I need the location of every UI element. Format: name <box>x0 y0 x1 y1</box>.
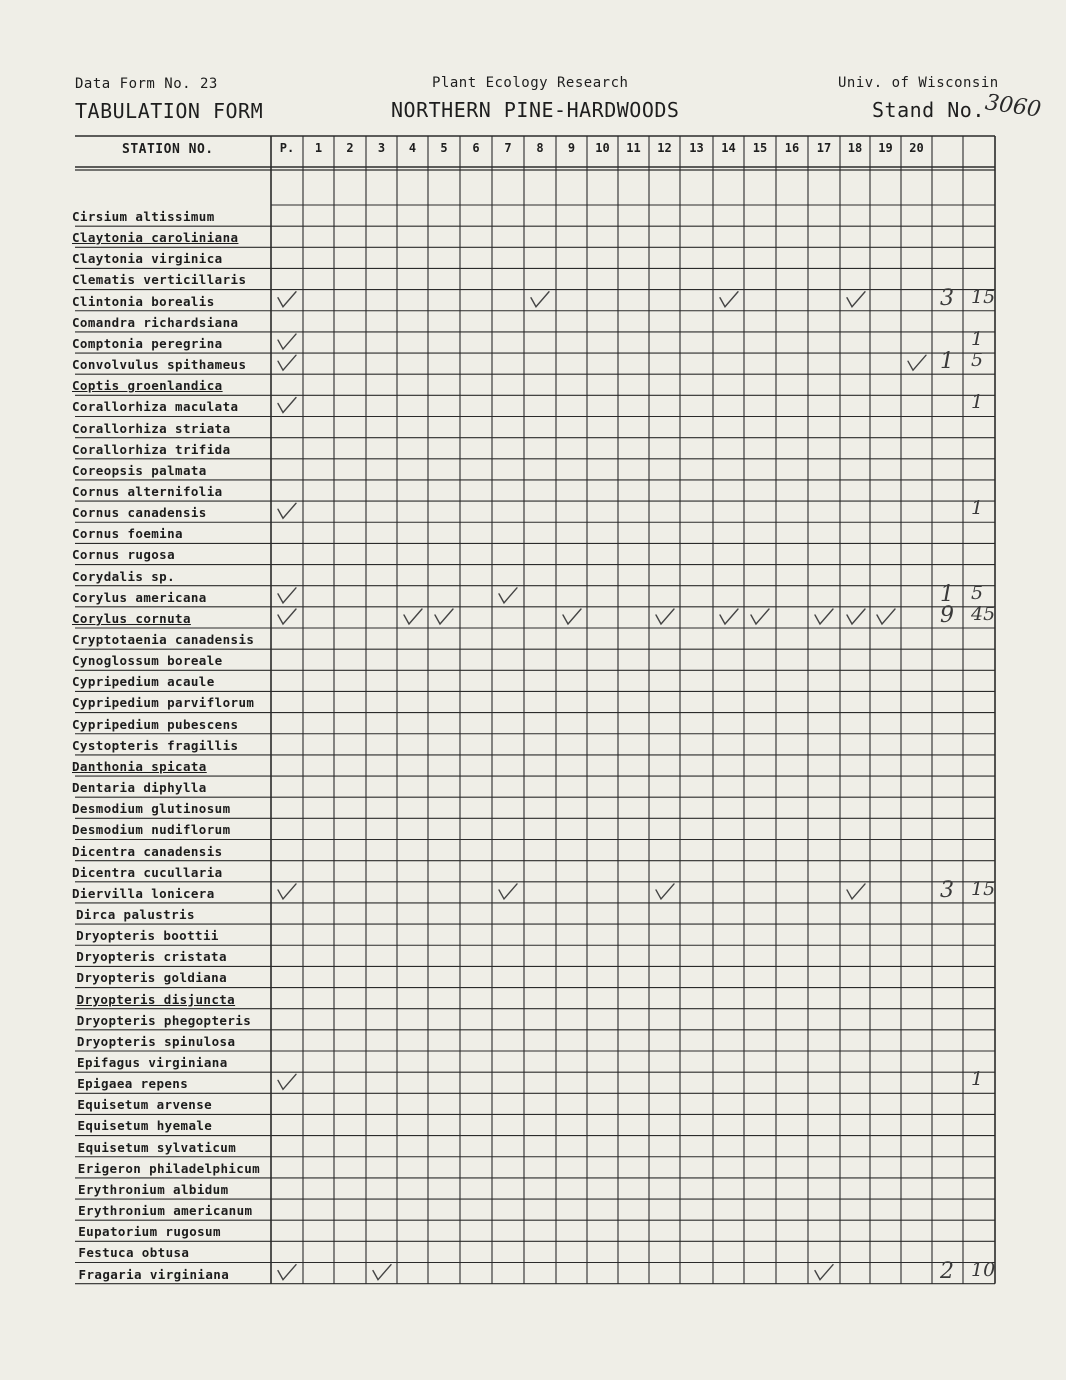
species-name: Dryopteris boottii <box>76 928 219 944</box>
species-name: Erythronium albidum <box>77 1181 229 1197</box>
station-count: 2 <box>940 1258 954 1284</box>
check-mark <box>499 884 517 899</box>
species-name: Claytonia virginica <box>72 251 223 267</box>
column-header: 16 <box>784 141 800 155</box>
species-name: Comandra richardsiana <box>72 314 239 330</box>
check-mark <box>278 1074 296 1089</box>
check-mark <box>720 292 738 307</box>
station-count: 1 <box>940 349 954 375</box>
column-header: 20 <box>909 141 924 155</box>
species-name: Desmodium glutinosum <box>72 801 231 817</box>
species-name: Dentaria diphylla <box>72 780 207 796</box>
column-header: 12 <box>657 141 672 155</box>
column-header: 15 <box>752 141 768 155</box>
check-mark <box>278 503 296 518</box>
column-header: 6 <box>472 141 480 155</box>
check-mark <box>278 609 296 624</box>
check-mark <box>404 609 422 624</box>
stand-number-handwritten: 3060 <box>983 90 1043 123</box>
check-mark <box>720 609 738 624</box>
species-name: Dicentra cucullaria <box>72 864 223 880</box>
check-mark <box>531 292 549 307</box>
species-name: Equisetum hyemale <box>77 1118 213 1134</box>
column-header: 13 <box>689 141 704 155</box>
check-mark <box>877 609 895 624</box>
column-header: P. <box>279 141 295 155</box>
check-mark <box>815 609 833 624</box>
species-name: Erigeron philadelphicum <box>77 1160 261 1176</box>
species-name: Cypripedium acaule <box>72 674 215 690</box>
species-name: Erythronium americanum <box>78 1203 253 1219</box>
frequency-value: 1 <box>971 1068 984 1091</box>
species-name: Cirsium altissimum <box>72 209 215 224</box>
check-mark <box>563 609 581 624</box>
species-name: Corallorhiza trifida <box>72 441 231 457</box>
species-name: Fragaria virginiana <box>78 1266 230 1282</box>
species-name: Cornus canadensis <box>72 505 207 521</box>
species-name: Equisetum sylvaticum <box>77 1139 237 1155</box>
species-name: Clintonia borealis <box>72 293 215 309</box>
station-count: 3 <box>940 877 954 903</box>
frequency-value: 1 <box>971 497 984 520</box>
species-name: Dryopteris disjuncta <box>76 991 236 1007</box>
species-name: Dirca palustris <box>76 906 195 922</box>
check-mark <box>656 609 674 624</box>
station-number-header: STATION NO. <box>122 142 214 157</box>
check-mark <box>435 609 453 624</box>
frequency-value: 1 <box>971 391 984 414</box>
column-header: 1 <box>314 141 323 155</box>
frequency-value: 10 <box>971 1258 996 1281</box>
column-header: 5 <box>440 141 448 155</box>
check-mark <box>278 1265 296 1280</box>
species-name: Cryptotaenia canadensis <box>72 632 255 647</box>
species-name: Dryopteris spinulosa <box>76 1033 236 1049</box>
species-name: Coreopsis palmata <box>72 462 207 478</box>
frequency-value: 45 <box>971 602 996 625</box>
species-name: Cystopteris fragillis <box>72 737 239 753</box>
species-name: Danthonia spicata <box>72 758 207 774</box>
species-name: Festuca obtusa <box>78 1245 190 1261</box>
species-name: Corallorhiza maculata <box>72 399 239 415</box>
column-header: 11 <box>626 141 641 155</box>
form-title: TABULATION FORM <box>75 99 264 123</box>
species-name: Corylus americana <box>72 589 207 605</box>
check-mark <box>751 609 769 624</box>
species-name: Cypripedium parviflorum <box>72 695 255 711</box>
column-header: 2 <box>346 141 354 155</box>
check-mark <box>278 884 296 899</box>
column-header: 3 <box>377 141 386 155</box>
station-count: 9 <box>940 602 954 628</box>
species-name: Comptonia peregrina <box>72 335 223 351</box>
frequency-value: 15 <box>971 877 996 900</box>
frequency-value: 15 <box>971 285 996 308</box>
species-name: Convolvulus spithameus <box>72 357 247 373</box>
forest-type-title: NORTHERN PINE-HARDWOODS <box>391 98 680 122</box>
department-label: Plant Ecology Research <box>432 75 629 91</box>
species-name: Epigaea repens <box>77 1076 189 1092</box>
check-mark <box>908 355 926 370</box>
form-number: Data Form No. 23 <box>75 76 218 92</box>
species-name: Diervilla lonicera <box>72 885 215 901</box>
station-count: 1 <box>940 581 954 607</box>
check-mark <box>499 588 517 603</box>
check-mark <box>815 1265 833 1280</box>
species-name: Corydalis sp. <box>72 568 176 584</box>
species-name: Cynoglossum boreale <box>72 653 223 669</box>
species-name: Corylus cornuta <box>72 610 191 626</box>
species-name: Dicentra canadensis <box>72 843 223 859</box>
check-mark <box>278 588 296 603</box>
frequency-value: 1 <box>971 327 984 350</box>
column-header: 4 <box>408 141 417 155</box>
frequency-value: 5 <box>971 349 984 372</box>
station-count: 3 <box>940 285 954 311</box>
frequency-value: 5 <box>971 581 984 604</box>
species-name: Cornus foemina <box>72 526 183 542</box>
column-header: 19 <box>878 141 893 155</box>
species-name: Eupatorium rugosum <box>78 1224 221 1240</box>
species-name: Dryopteris goldiana <box>76 970 228 986</box>
species-name: Cornus alternifolia <box>72 483 223 499</box>
species-name: Desmodium nudiflorum <box>72 822 231 838</box>
stand-number-label: Stand No. <box>872 98 985 122</box>
column-header: 17 <box>816 141 832 155</box>
species-name: Dryopteris phegopteris <box>76 1012 252 1028</box>
column-header: 18 <box>847 141 863 155</box>
university-label: Univ. of Wisconsin <box>838 75 999 91</box>
check-mark <box>847 884 865 899</box>
species-name: Equisetum arvense <box>77 1097 213 1113</box>
check-mark <box>847 609 865 624</box>
check-mark <box>656 884 674 899</box>
species-name: Epifagus virginiana <box>77 1055 228 1070</box>
check-mark <box>278 355 296 370</box>
species-name: Cypripedium pubescens <box>72 716 239 732</box>
check-mark <box>278 292 296 307</box>
column-header: 14 <box>721 141 736 155</box>
species-name: Coptis groenlandica <box>72 378 223 394</box>
check-mark <box>278 398 296 413</box>
column-header: 7 <box>504 141 512 155</box>
column-header: 8 <box>536 141 544 155</box>
check-mark <box>278 334 296 349</box>
species-name: Claytonia caroliniana <box>72 230 239 246</box>
species-name: Clematis verticillaris <box>72 272 247 288</box>
species-name: Dryopteris cristata <box>76 949 227 965</box>
check-mark <box>847 292 865 307</box>
species-name: Cornus rugosa <box>72 547 176 563</box>
column-header: 9 <box>567 141 576 155</box>
column-header: 10 <box>595 141 610 155</box>
species-name: Corallorhiza striata <box>72 420 231 436</box>
check-mark <box>373 1265 391 1280</box>
